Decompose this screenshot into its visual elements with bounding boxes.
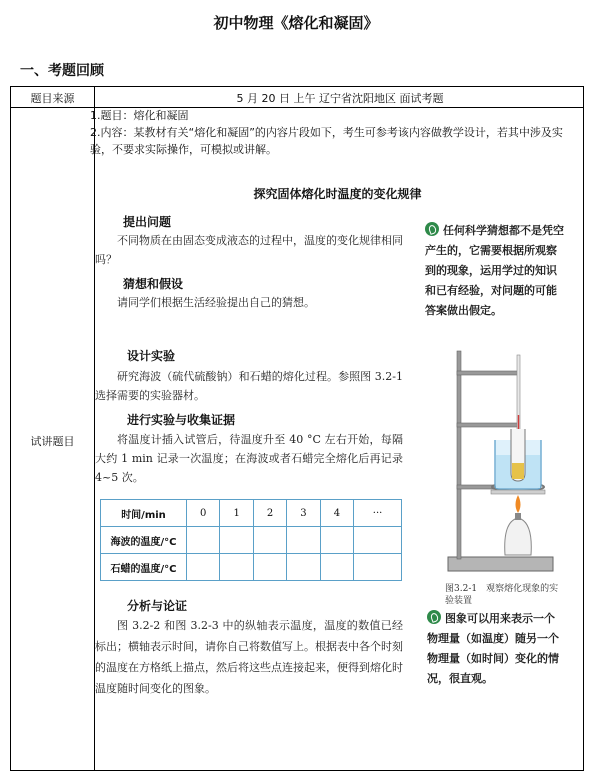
table-cell [220, 554, 253, 581]
heading-question: 提出问题 [123, 215, 172, 229]
table-header-row [101, 500, 402, 527]
stand-rod [457, 351, 461, 559]
table-cell [287, 527, 320, 554]
row-label-paraffin: 石蜡的温度/°C [101, 554, 187, 581]
source-label: 题目来源 [30, 92, 75, 105]
note-text: 图象可以用来表示一个物理量（如温度）随另一个物理量（如时间）变化的情况，很直观。 [427, 612, 559, 685]
heading-analysis: 分析与论证 [127, 599, 188, 613]
textbook-excerpt [95, 185, 580, 770]
table-header-cell: 1 [220, 500, 253, 527]
section-title: 一、考题回顾 [20, 63, 104, 79]
table-cell [220, 527, 253, 554]
table-header-cell: ··· [354, 500, 402, 527]
asbestos-gauze [491, 490, 545, 494]
para-design: 研究海波（硫代硫酸钠）和石蜡的熔化过程。参照图 3.2-1 选择需要的实验器材。 [95, 370, 403, 402]
heading-design: 设计实验 [127, 349, 176, 363]
leaf-icon [427, 610, 441, 624]
table-header-cell: 2 [253, 500, 286, 527]
table-cell [354, 554, 402, 581]
para-analysis: 图 3.2-2 和图 3.2-3 中的纵轴表示温度，温度的数值已经标出；横轴表示时间，请你自己将数值写上。根据表中各个时刻的温度在方格纸上描点，然后将这些点连接起来，便得到熔化时温度随时间变化的图象。 [95, 619, 403, 695]
test-substance [512, 463, 524, 479]
heading-experiment: 进行实验与收集证据 [127, 413, 236, 427]
para-hypothesis: 请同学们根据生活经验提出自己的猜想。 [117, 296, 315, 309]
para-experiment: 将温度计插入试管后，待温度升至 40 °C 左右开始，每隔大约 1 min 记录一次温度；在海波或者石蜡完全熔化后再记录 4~5 次。 [95, 433, 403, 484]
sidebar-note-hypothesis [425, 221, 565, 321]
document-title: 初中物理《熔化和凝固》 [213, 14, 379, 32]
melting-apparatus-illustration [443, 345, 558, 580]
leaf-icon [425, 222, 439, 236]
topic-intro [90, 107, 578, 158]
table-header-cell: 3 [287, 500, 320, 527]
table-header-cell: 4 [320, 500, 353, 527]
table-cell [187, 554, 220, 581]
sidebar-note-graph [427, 609, 565, 689]
table-cell [320, 527, 353, 554]
middle-clamp [457, 423, 519, 427]
table-cell [253, 527, 286, 554]
note-text: 任何科学猜想都不是凭空产生的，它需要根据所观察到的现象，运用学过的知识和已有经验，对问题的可能答案做出假定。 [425, 224, 564, 317]
stand-base [448, 557, 553, 571]
topic-label: 试讲题目 [30, 435, 75, 448]
intro-content-line: 2.内容：某教材有关“熔化和凝固”的内容片段如下，考生可参考该内容做教学设计，若其中涉及实验，不要求实际操作，可模拟或讲解。 [90, 126, 563, 156]
table-cell [253, 554, 286, 581]
figure-caption: 图3.2-1 观察熔化现象的实验装置 [445, 584, 559, 606]
table-row [101, 554, 402, 581]
table-cell [320, 554, 353, 581]
table-header-cell: 时间/min [101, 500, 187, 527]
excerpt-title: 探究固体熔化时温度的变化规律 [253, 187, 422, 201]
upper-clamp [457, 371, 519, 375]
source-value: 5 月 20 日 上午 辽宁省沈阳地区 面试考题 [236, 92, 444, 105]
table-cell [187, 527, 220, 554]
heading-hypothesis: 猜想和假设 [123, 277, 184, 291]
table-header-cell: 0 [187, 500, 220, 527]
table-cell [287, 554, 320, 581]
para-question: 不同物质在由固态变成液态的过程中，温度的变化规律相同吗？ [95, 234, 403, 266]
table-cell [354, 527, 402, 554]
lamp-wick-holder [515, 513, 521, 520]
alcohol-lamp [505, 519, 532, 555]
flame [516, 495, 521, 513]
intro-title-line: 1.题目：熔化和凝固 [90, 109, 189, 122]
table-row [101, 527, 402, 554]
temperature-table [100, 499, 402, 581]
row-label-hypo: 海波的温度/°C [101, 527, 187, 554]
